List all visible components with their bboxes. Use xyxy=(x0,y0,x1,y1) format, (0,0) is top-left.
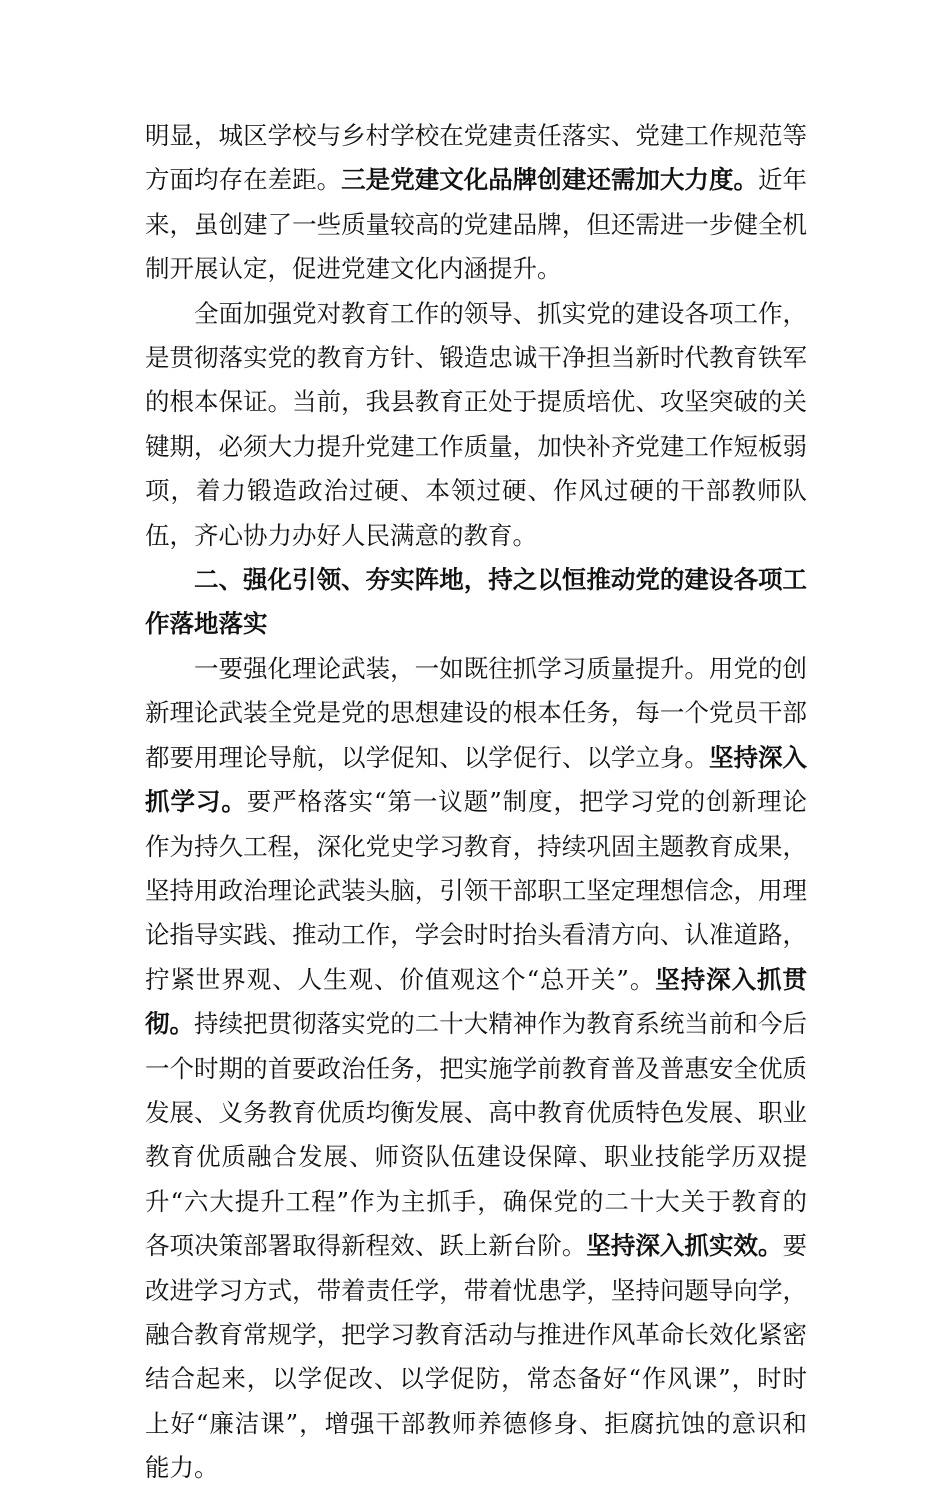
paragraph-text: 全面加强党对教育工作的领导、抓实党的建设各项工作，是贯彻落实党的教育方针、锻造忠诚干净担当新时代教育铁军的根本保证。当前，我县教育正处于提质培优、攻坚突破的关键期，必须大力提升党建工作质量，加快补齐党建工作短板弱项，着力锻造政治过硬、本领过硬、作风过硬的干部教师队伍，齐心协力办好人民满意的教育。 xyxy=(145,298,807,550)
bold-point-3: 三是党建文化品牌创建还需加大力度。 xyxy=(341,165,758,195)
paragraph-summary xyxy=(145,292,807,558)
paragraph-text: 持续把贯彻落实党的二十大精神作为教育系统当前和今后一个时期的首要政治任务，把实施学前教育普及普惠安全优质发展、义务教育优质均衡发展、高中教育优质特色发展、职业教育优质融合发展、师资队伍建设保障、职业技能学历双提升“六大提升工程”作为主抓手，确保党的二十大关于教育的各项决策部署取得新程效、跃上新台阶。 xyxy=(145,1009,808,1261)
paragraph-text: 明显，城区学校与乡村学校在党建责任落实、党建工作规范等方面均存在差距。 xyxy=(145,121,807,195)
paragraph-text: 近年来，虽创建了一些质量较高的党建品牌，但还需进一步健全机制开展认定，促进党建文化内涵提升。 xyxy=(145,165,808,284)
section-heading: 二、强化引领、夯实阵地，持之以恒推动党的建设各项工作落地落实 xyxy=(145,565,807,639)
bold-point-implement: 坚持深入抓贯彻。 xyxy=(145,964,807,1039)
paragraph-continuation xyxy=(145,114,807,292)
paragraph-text: 要严格落实“第一议题”制度，把学习党的创新理论作为持久工程，深化党史学习教育，持续巩固主题教育成果，坚持用政治理论武装头脑，引领干部职工坚定理想信念，用理论指导实践、推动工作，学会时时抬头看清方向、认准道路，拧紧世界观、人生观、价值观这个“总开关”。 xyxy=(145,787,807,994)
paragraph-text: 一要强化理论武装，一如既往抓学习质量提升。用党的创新理论武装全党是党的思想建设的根本任务，每一个党员干部都要用理论导航，以学促知、以学促行、以学立身。 xyxy=(145,653,807,772)
paragraph-theory xyxy=(145,647,807,1491)
paragraph-text: 要改进学习方式，带着责任学，带着忧患学，坚持问题导向学，融合教育常规学，把学习教育活动与推进作风革命长效化紧密结合起来，以学促改、以学促防，常态备好“作风课”，时时上好“廉洁课”，增强干部教师养德修身、拒腐抗蚀的意识和能力。 xyxy=(145,1231,808,1483)
document-body xyxy=(145,114,807,1491)
bold-point-study: 坚持深入抓学习。 xyxy=(145,742,808,817)
bold-point-effect: 坚持深入抓实效。 xyxy=(586,1231,783,1261)
